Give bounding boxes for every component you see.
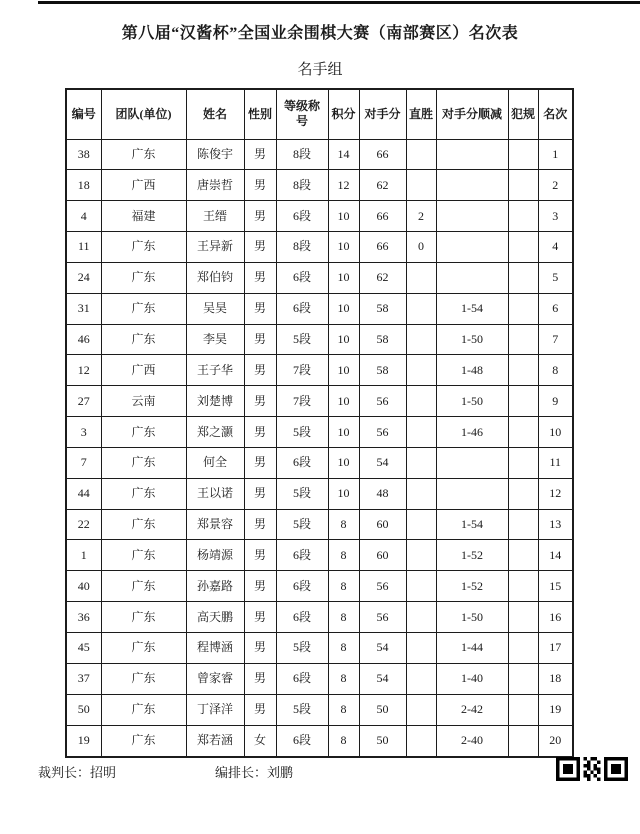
col-header-team: 团队(单位) bbox=[101, 89, 186, 139]
table-cell bbox=[508, 540, 538, 571]
table-cell: 王子华 bbox=[186, 355, 244, 386]
table-cell: 曾家睿 bbox=[186, 663, 244, 694]
table-cell: 7段 bbox=[276, 386, 328, 417]
table-cell: 50 bbox=[359, 725, 406, 757]
table-cell: 7 bbox=[66, 447, 101, 478]
table-cell: 广东 bbox=[101, 509, 186, 540]
table-cell: 27 bbox=[66, 386, 101, 417]
table-cell bbox=[406, 293, 436, 324]
table-cell: 6段 bbox=[276, 602, 328, 633]
table-cell: 1-46 bbox=[436, 417, 508, 448]
table-cell: 女 bbox=[244, 725, 276, 757]
table-cell: 广东 bbox=[101, 540, 186, 571]
table-cell: 37 bbox=[66, 663, 101, 694]
table-cell bbox=[406, 663, 436, 694]
table-cell: 36 bbox=[66, 602, 101, 633]
table-cell bbox=[508, 386, 538, 417]
table-cell: 10 bbox=[328, 232, 359, 263]
table-cell: 8段 bbox=[276, 170, 328, 201]
table-cell bbox=[406, 602, 436, 633]
table-cell bbox=[508, 293, 538, 324]
table-cell: 54 bbox=[359, 633, 406, 664]
table-cell: 62 bbox=[359, 170, 406, 201]
table-cell: 1-50 bbox=[436, 386, 508, 417]
table-cell bbox=[508, 602, 538, 633]
table-cell: 福建 bbox=[101, 201, 186, 232]
table-cell bbox=[436, 139, 508, 170]
table-cell: 8 bbox=[538, 355, 573, 386]
table-cell: 8 bbox=[328, 663, 359, 694]
table-row bbox=[66, 540, 573, 571]
table-cell bbox=[436, 232, 508, 263]
table-cell: 66 bbox=[359, 232, 406, 263]
table-cell: 1-54 bbox=[436, 509, 508, 540]
table-cell: 男 bbox=[244, 170, 276, 201]
table-cell bbox=[406, 540, 436, 571]
table-cell bbox=[406, 262, 436, 293]
table-cell bbox=[406, 694, 436, 725]
table-cell: 3 bbox=[538, 201, 573, 232]
table-cell: 8段 bbox=[276, 139, 328, 170]
table-cell: 58 bbox=[359, 293, 406, 324]
table-cell: 男 bbox=[244, 293, 276, 324]
table-cell: 5段 bbox=[276, 324, 328, 355]
table-cell: 男 bbox=[244, 663, 276, 694]
table-cell: 0 bbox=[406, 232, 436, 263]
table-cell: 1-44 bbox=[436, 633, 508, 664]
table-cell: 男 bbox=[244, 602, 276, 633]
table-cell: 孙嘉路 bbox=[186, 571, 244, 602]
table-cell: 6段 bbox=[276, 571, 328, 602]
table-cell: 11 bbox=[538, 447, 573, 478]
table-cell: 男 bbox=[244, 571, 276, 602]
table-row bbox=[66, 478, 573, 509]
table-row bbox=[66, 355, 573, 386]
table-row bbox=[66, 417, 573, 448]
table-cell: 62 bbox=[359, 262, 406, 293]
table-cell: 男 bbox=[244, 540, 276, 571]
col-header-opponent-score: 对手分 bbox=[359, 89, 406, 139]
table-cell bbox=[508, 355, 538, 386]
table-cell: 王以诺 bbox=[186, 478, 244, 509]
table-cell: 广东 bbox=[101, 694, 186, 725]
table-cell bbox=[508, 509, 538, 540]
table-cell: 男 bbox=[244, 262, 276, 293]
table-cell: 19 bbox=[538, 694, 573, 725]
table-cell: 45 bbox=[66, 633, 101, 664]
table-cell: 46 bbox=[66, 324, 101, 355]
table-cell bbox=[406, 139, 436, 170]
table-cell: 66 bbox=[359, 139, 406, 170]
table-cell: 1-40 bbox=[436, 663, 508, 694]
table-cell: 广东 bbox=[101, 478, 186, 509]
group-subtitle: 名手组 bbox=[297, 62, 343, 78]
table-cell bbox=[508, 262, 538, 293]
table-cell: 云南 bbox=[101, 386, 186, 417]
page-title: 第八届“汉酱杯”全国业余围棋大赛（南部赛区）名次表 bbox=[121, 25, 519, 42]
table-cell: 60 bbox=[359, 540, 406, 571]
col-header-points: 积分 bbox=[328, 89, 359, 139]
table-cell bbox=[508, 447, 538, 478]
table-cell: 14 bbox=[328, 139, 359, 170]
footer-arranger: 编排长：刘鹏 bbox=[215, 765, 294, 780]
table-cell: 1-50 bbox=[436, 602, 508, 633]
table-cell: 6段 bbox=[276, 201, 328, 232]
table-cell bbox=[508, 571, 538, 602]
table-row bbox=[66, 509, 573, 540]
table-cell: 广东 bbox=[101, 571, 186, 602]
col-header-gender: 性别 bbox=[244, 89, 276, 139]
table-cell: 10 bbox=[328, 201, 359, 232]
table-cell: 15 bbox=[538, 571, 573, 602]
table-cell: 8 bbox=[328, 571, 359, 602]
table-row bbox=[66, 324, 573, 355]
table-cell bbox=[406, 447, 436, 478]
table-cell: 何全 bbox=[186, 447, 244, 478]
table-cell: 10 bbox=[328, 386, 359, 417]
table-cell: 48 bbox=[359, 478, 406, 509]
table-cell: 60 bbox=[359, 509, 406, 540]
table-cell: 广东 bbox=[101, 293, 186, 324]
table-cell bbox=[508, 170, 538, 201]
table-cell: 14 bbox=[538, 540, 573, 571]
table-cell: 男 bbox=[244, 478, 276, 509]
table-cell: 陈俊宇 bbox=[186, 139, 244, 170]
table-cell: 男 bbox=[244, 633, 276, 664]
col-header-opponent-score-reduction: 对手分顺减 bbox=[436, 89, 508, 139]
table-cell: 3 bbox=[66, 417, 101, 448]
table-cell: 杨靖源 bbox=[186, 540, 244, 571]
table-cell bbox=[436, 201, 508, 232]
table-cell: 1 bbox=[66, 540, 101, 571]
table-row bbox=[66, 447, 573, 478]
table-cell: 广东 bbox=[101, 417, 186, 448]
table-row bbox=[66, 232, 573, 263]
table-cell bbox=[406, 417, 436, 448]
table-cell: 李昊 bbox=[186, 324, 244, 355]
table-cell: 10 bbox=[328, 355, 359, 386]
table-cell: 18 bbox=[538, 663, 573, 694]
table-row bbox=[66, 386, 573, 417]
table-cell: 11 bbox=[66, 232, 101, 263]
table-cell bbox=[406, 386, 436, 417]
table-cell: 广东 bbox=[101, 232, 186, 263]
table-cell: 5段 bbox=[276, 633, 328, 664]
table-row bbox=[66, 201, 573, 232]
table-cell: 5段 bbox=[276, 478, 328, 509]
table-cell bbox=[508, 139, 538, 170]
table-cell bbox=[436, 478, 508, 509]
table-cell: 56 bbox=[359, 386, 406, 417]
table-row bbox=[66, 170, 573, 201]
table-cell: 10 bbox=[538, 417, 573, 448]
table-row bbox=[66, 663, 573, 694]
table-cell: 44 bbox=[66, 478, 101, 509]
table-cell: 10 bbox=[328, 324, 359, 355]
table-cell bbox=[508, 694, 538, 725]
table-cell: 56 bbox=[359, 417, 406, 448]
table-cell: 5 bbox=[538, 262, 573, 293]
table-cell: 1-52 bbox=[436, 540, 508, 571]
table-row bbox=[66, 725, 573, 757]
table-cell: 12 bbox=[66, 355, 101, 386]
table-cell: 吴昊 bbox=[186, 293, 244, 324]
col-header-id: 编号 bbox=[66, 89, 101, 139]
table-row bbox=[66, 694, 573, 725]
table-cell: 6段 bbox=[276, 447, 328, 478]
table-row bbox=[66, 571, 573, 602]
table-cell: 8 bbox=[328, 602, 359, 633]
table-cell: 程博涵 bbox=[186, 633, 244, 664]
table-cell: 郑景容 bbox=[186, 509, 244, 540]
table-cell: 丁泽洋 bbox=[186, 694, 244, 725]
table-cell: 22 bbox=[66, 509, 101, 540]
table-cell: 广西 bbox=[101, 170, 186, 201]
table-cell: 广东 bbox=[101, 633, 186, 664]
table-cell: 66 bbox=[359, 201, 406, 232]
table-cell: 24 bbox=[66, 262, 101, 293]
table-cell: 19 bbox=[66, 725, 101, 757]
table-cell: 38 bbox=[66, 139, 101, 170]
table-cell: 12 bbox=[538, 478, 573, 509]
table-cell bbox=[406, 571, 436, 602]
table-cell: 2-42 bbox=[436, 694, 508, 725]
table-cell bbox=[436, 447, 508, 478]
col-header-rank-title: 等级称号 bbox=[276, 89, 328, 139]
table-cell: 男 bbox=[244, 201, 276, 232]
table-cell: 9 bbox=[538, 386, 573, 417]
table-cell: 6段 bbox=[276, 293, 328, 324]
table-cell: 王异新 bbox=[186, 232, 244, 263]
table-cell: 男 bbox=[244, 694, 276, 725]
table-cell: 男 bbox=[244, 139, 276, 170]
table-cell: 5段 bbox=[276, 417, 328, 448]
col-header-name: 姓名 bbox=[186, 89, 244, 139]
table-header-row bbox=[66, 89, 573, 139]
table-cell bbox=[436, 262, 508, 293]
table-row bbox=[66, 262, 573, 293]
table-cell: 郑若涵 bbox=[186, 725, 244, 757]
top-rule-divider bbox=[38, 1, 640, 4]
table-cell: 8 bbox=[328, 694, 359, 725]
table-cell: 男 bbox=[244, 447, 276, 478]
table-cell: 高天鹏 bbox=[186, 602, 244, 633]
table-cell: 2-40 bbox=[436, 725, 508, 757]
table-cell bbox=[508, 232, 538, 263]
col-header-direct-win: 直胜 bbox=[406, 89, 436, 139]
table-cell: 男 bbox=[244, 232, 276, 263]
table-row bbox=[66, 633, 573, 664]
table-cell: 郑伯钧 bbox=[186, 262, 244, 293]
table-cell: 8 bbox=[328, 725, 359, 757]
table-cell: 男 bbox=[244, 324, 276, 355]
table-cell: 6 bbox=[538, 293, 573, 324]
table-cell: 男 bbox=[244, 417, 276, 448]
table-cell: 58 bbox=[359, 324, 406, 355]
table-row bbox=[66, 139, 573, 170]
table-cell: 广东 bbox=[101, 602, 186, 633]
table-cell: 58 bbox=[359, 355, 406, 386]
table-cell bbox=[508, 663, 538, 694]
table-row bbox=[66, 293, 573, 324]
table-cell: 12 bbox=[328, 170, 359, 201]
table-cell: 13 bbox=[538, 509, 573, 540]
table-row bbox=[66, 602, 573, 633]
table-cell: 56 bbox=[359, 571, 406, 602]
table-cell: 56 bbox=[359, 602, 406, 633]
table-cell: 16 bbox=[538, 602, 573, 633]
table-cell: 广东 bbox=[101, 447, 186, 478]
table-cell bbox=[508, 201, 538, 232]
table-cell: 6段 bbox=[276, 540, 328, 571]
table-cell: 10 bbox=[328, 293, 359, 324]
table-cell: 郑之灏 bbox=[186, 417, 244, 448]
table-cell: 4 bbox=[538, 232, 573, 263]
table-cell: 刘楚博 bbox=[186, 386, 244, 417]
table-cell: 54 bbox=[359, 447, 406, 478]
table-cell: 广东 bbox=[101, 139, 186, 170]
table-cell: 1-48 bbox=[436, 355, 508, 386]
table-cell: 10 bbox=[328, 417, 359, 448]
table-cell: 男 bbox=[244, 509, 276, 540]
table-cell: 男 bbox=[244, 355, 276, 386]
table-cell: 8 bbox=[328, 633, 359, 664]
table-cell: 8 bbox=[328, 540, 359, 571]
results-table bbox=[65, 88, 574, 758]
table-cell: 广东 bbox=[101, 324, 186, 355]
table-cell: 50 bbox=[66, 694, 101, 725]
table-cell: 广西 bbox=[101, 355, 186, 386]
table-cell bbox=[406, 478, 436, 509]
table-cell: 50 bbox=[359, 694, 406, 725]
footer-referee: 裁判长：招明 bbox=[38, 765, 117, 780]
table-cell: 5段 bbox=[276, 694, 328, 725]
table-cell: 广东 bbox=[101, 663, 186, 694]
table-cell: 2 bbox=[538, 170, 573, 201]
table-cell: 20 bbox=[538, 725, 573, 757]
qr-code bbox=[556, 757, 628, 829]
table-cell: 王缙 bbox=[186, 201, 244, 232]
table-cell: 10 bbox=[328, 447, 359, 478]
table-cell: 6段 bbox=[276, 663, 328, 694]
table-cell: 18 bbox=[66, 170, 101, 201]
table-cell: 31 bbox=[66, 293, 101, 324]
table-cell bbox=[406, 355, 436, 386]
table-cell: 8 bbox=[328, 509, 359, 540]
table-cell: 17 bbox=[538, 633, 573, 664]
table-cell bbox=[508, 478, 538, 509]
table-cell bbox=[508, 633, 538, 664]
col-header-place: 名次 bbox=[538, 89, 573, 139]
table-cell: 广东 bbox=[101, 262, 186, 293]
table-cell: 7 bbox=[538, 324, 573, 355]
table-cell bbox=[508, 324, 538, 355]
table-cell bbox=[406, 170, 436, 201]
table-body bbox=[66, 139, 573, 757]
table-cell: 唐崇哲 bbox=[186, 170, 244, 201]
table-cell bbox=[406, 509, 436, 540]
table-cell: 4 bbox=[66, 201, 101, 232]
table-cell: 1-50 bbox=[436, 324, 508, 355]
table-cell: 男 bbox=[244, 386, 276, 417]
table-cell: 7段 bbox=[276, 355, 328, 386]
col-header-foul: 犯规 bbox=[508, 89, 538, 139]
table-cell: 2 bbox=[406, 201, 436, 232]
table-cell bbox=[406, 324, 436, 355]
table-cell bbox=[436, 170, 508, 201]
table-cell: 8段 bbox=[276, 232, 328, 263]
table-cell: 1-54 bbox=[436, 293, 508, 324]
table-cell bbox=[406, 725, 436, 757]
table-cell bbox=[406, 633, 436, 664]
table-cell: 广东 bbox=[101, 725, 186, 757]
table-cell: 1 bbox=[538, 139, 573, 170]
table-cell bbox=[508, 725, 538, 757]
table-cell: 6段 bbox=[276, 262, 328, 293]
table-cell: 1-52 bbox=[436, 571, 508, 602]
table-cell: 6段 bbox=[276, 725, 328, 757]
table-cell: 54 bbox=[359, 663, 406, 694]
table-cell: 5段 bbox=[276, 509, 328, 540]
table-cell: 40 bbox=[66, 571, 101, 602]
table-cell: 10 bbox=[328, 478, 359, 509]
table-cell bbox=[508, 417, 538, 448]
table-cell: 10 bbox=[328, 262, 359, 293]
